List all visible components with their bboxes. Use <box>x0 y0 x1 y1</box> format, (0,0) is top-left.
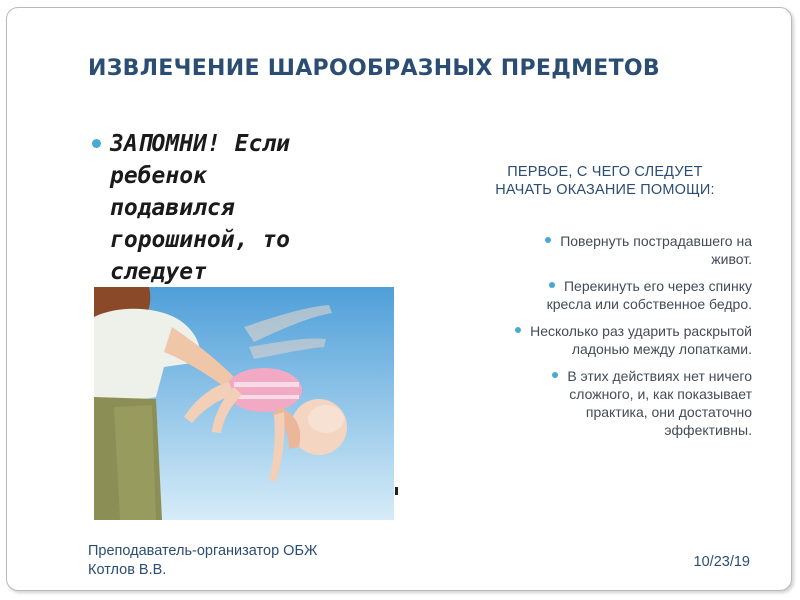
right-heading-line: ПЕРВОЕ, С ЧЕГО СЛЕДУЕТ <box>507 164 703 180</box>
left-bullet-line: ребенок <box>110 163 207 189</box>
bullet-icon <box>515 327 521 333</box>
step-line: практика, они достаточно <box>585 404 752 420</box>
left-bullet-line: ЗАПОМНИ! Если <box>110 131 291 157</box>
first-aid-infant-photo <box>94 287 394 520</box>
step-line: В этих действиях нет ничего <box>567 368 752 384</box>
step-line: Несколько раз ударить раскрытой <box>530 323 752 339</box>
left-bullet-text <box>110 128 370 288</box>
step-item <box>430 322 752 358</box>
steps-list <box>430 232 752 448</box>
right-heading-line: НАЧАТЬ ОКАЗАНИЕ ПОМОЩИ: <box>495 182 715 198</box>
decorative-mark <box>395 487 398 495</box>
step-line: живот. <box>711 251 752 267</box>
step-item <box>430 232 752 268</box>
step-line: эффективны. <box>664 422 752 438</box>
right-heading <box>440 163 770 199</box>
footer-date: 10/23/19 <box>693 554 750 570</box>
left-bullet-line: горошиной, то <box>110 227 291 253</box>
photo-illustration <box>94 287 394 520</box>
step-line: сложного, и, как показывает <box>569 386 752 402</box>
step-line: ладонью между лопатками. <box>571 341 752 357</box>
footer-author-line: Преподаватель-организатор ОБЖ <box>88 543 318 559</box>
left-bullet-line: следует <box>110 259 207 285</box>
step-line: Перекинуть его через спинку <box>563 278 752 294</box>
step-line: кресла или собственное бедро. <box>546 296 752 312</box>
footer-author <box>88 542 408 580</box>
step-item <box>430 277 752 313</box>
footer-author-line: Котлов В.В. <box>88 562 167 578</box>
left-bullet-line: подавился <box>110 195 235 221</box>
bullet-icon <box>92 139 101 148</box>
bullet-icon <box>545 237 551 243</box>
step-line: Повернуть пострадавшего на <box>560 233 752 249</box>
bullet-icon <box>552 372 558 378</box>
bullet-icon <box>549 282 555 288</box>
slide-title: ИЗВЛЕЧЕНИЕ ШАРООБРАЗНЫХ ПРЕДМЕТОВ <box>88 56 660 81</box>
step-item <box>430 367 752 439</box>
